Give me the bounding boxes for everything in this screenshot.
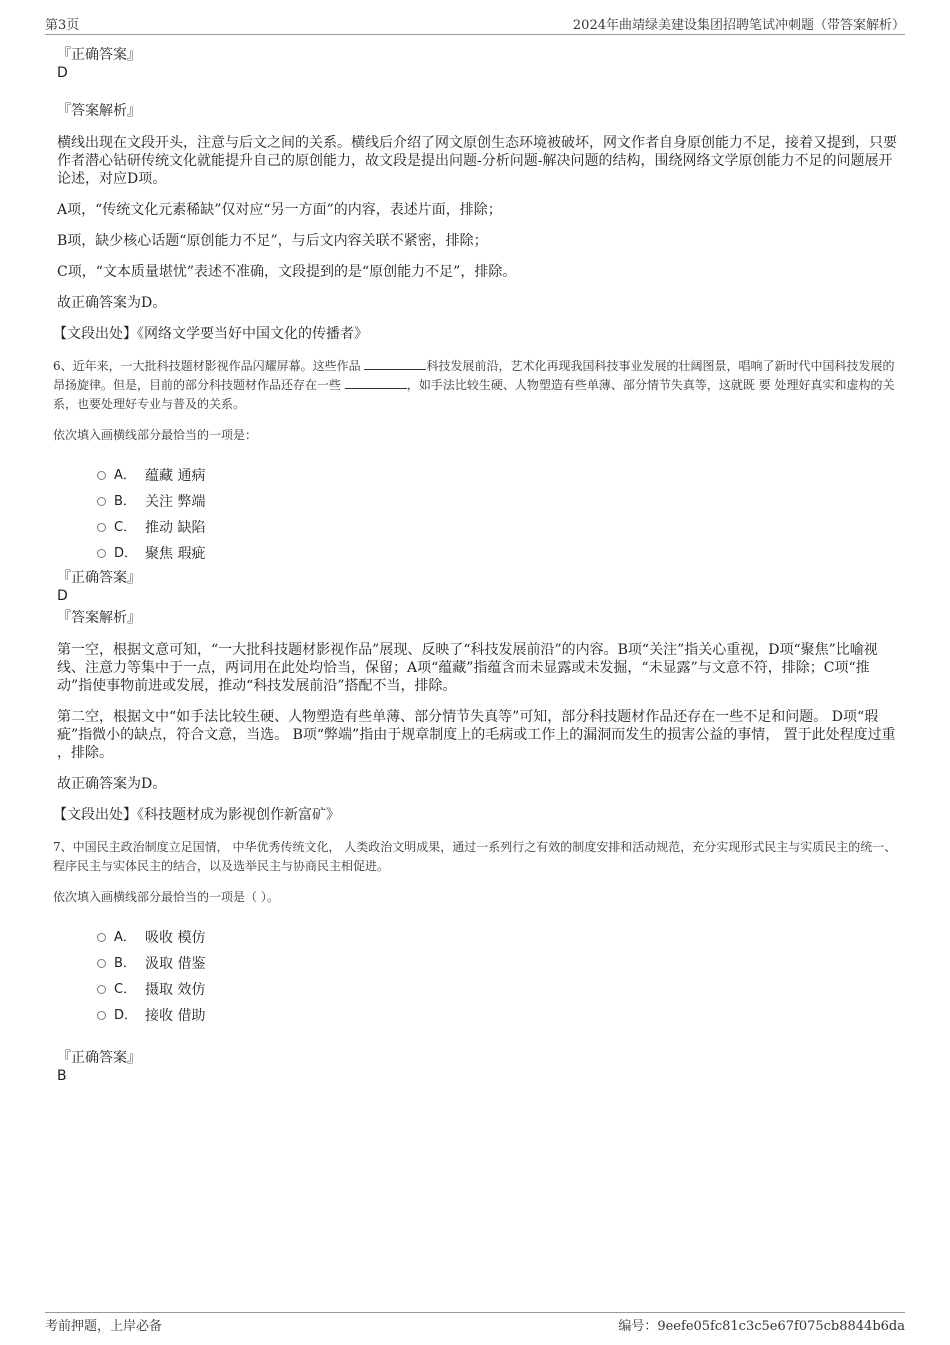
analysis-paragraph: A项，“传统文化元素稀缺”仅对应“另一方面”的内容，表述片面，排除； — [57, 202, 502, 218]
fill-blank — [364, 358, 426, 370]
analysis-label: 『答案解析』 — [57, 103, 141, 119]
answer-label: 『正确答案』 — [57, 47, 141, 63]
question-prompt: 依次填入画横线部分最恰当的一项是： — [53, 428, 258, 442]
radio-icon[interactable] — [97, 549, 106, 558]
page-number: 第3页 — [45, 18, 80, 33]
page-header — [45, 14, 905, 35]
question-stem: 6、近年来，一大批科技题材影视作品闪耀屏幕。这些作品 科技发展前沿，艺术化再现我国科技事业发展的壮阔图景，唱响了新时代中国科技发展的昂扬旋律。但是，目前的部分科技题材作品还存在一些 ，如手法比较生硬、人物塑造有些单薄、部分情节失真等，这就既 要 处理好真实和虚构的关系，也要处理好专业与普及的关系。 — [53, 359, 895, 411]
document-code: 编号：9eefe05fc81c3c5e67f075cb8844b6da — [618, 1319, 905, 1334]
option-a[interactable]: A． 蕴藏 通病 — [57, 463, 897, 489]
footer-slogan: 考前押题，上岸必备 — [45, 1319, 163, 1334]
option-d[interactable]: D． 接收 借助 — [57, 1003, 897, 1029]
options-list — [57, 463, 897, 567]
source-citation: 【文段出处】《科技题材成为影视创作新富矿》 — [53, 807, 340, 823]
option-b[interactable]: B． 关注 弊端 — [57, 489, 897, 515]
answer-value: D — [57, 588, 68, 604]
fill-blank — [345, 377, 407, 389]
radio-icon[interactable] — [97, 497, 106, 506]
radio-icon[interactable] — [97, 523, 106, 532]
question-prompt: 依次填入画横线部分最恰当的一项是（ ）。 — [53, 890, 279, 904]
answer-value: D — [57, 65, 68, 81]
radio-icon[interactable] — [97, 959, 106, 968]
analysis-paragraph: B项，缺少核心话题“原创能力不足”，与后文内容关联不紧密，排除； — [57, 233, 488, 249]
analysis-paragraph: 第一空，根据文意可知，“一大批科技题材影视作品”展现、反映了“科技发展前沿”的内容。B项“关注”指关心重视，D项“聚焦”比喻视线、注意力等集中于一点，两词用在此处均恰当，保留；A项“蕴藏”指蕴含而未显露或未发掘，“未显露”与文意不符，排除；C项“推动”指使事物前进或发展，推动“科技发展前沿”搭配不当，排除。 — [57, 642, 878, 694]
analysis-paragraph: C项，“文本质量堪忧”表述不准确，文段提到的是“原创能力不足”，排除。 — [57, 264, 517, 280]
option-c[interactable]: C． 推动 缺陷 — [57, 515, 897, 541]
options-list — [57, 925, 897, 1029]
radio-icon[interactable] — [97, 471, 106, 480]
page-footer — [45, 1312, 905, 1334]
analysis-paragraph: 第二空，根据文中“如手法比较生硬、人物塑造有些单薄、部分情节失真等”可知，部分科技题材作品还存在一些不足和问题。 D项“瑕疵”指微小的缺点，符合文意，当选。 B项“弊端”指由于规章制度上的毛病或工作上的漏洞而发生的损害公益的事情， 置于此处程度过重 ，排除。 — [57, 709, 896, 761]
document-title: 2024年曲靖绿美建设集团招聘笔试冲刺题（带答案解析） — [572, 18, 905, 33]
option-b[interactable]: B． 汲取 借鉴 — [57, 951, 897, 977]
question-stem: 7、中国民主政治制度立足国情， 中华优秀传统文化， 人类政治文明成果，通过一系列行之有效的制度安排和活动规范，充分实现形式民主与实质民主的统一、程序民主与实体民主的结合，以及选举民主与协商民主相促进。 — [53, 840, 897, 873]
analysis-label: 『答案解析』 — [57, 610, 141, 626]
option-d[interactable]: D． 聚焦 瑕疵 — [57, 541, 897, 567]
radio-icon[interactable] — [97, 933, 106, 942]
option-c[interactable]: C． 摄取 效仿 — [57, 977, 897, 1003]
document-content — [53, 46, 897, 1085]
radio-icon[interactable] — [97, 1011, 106, 1020]
answer-value: B — [57, 1068, 67, 1084]
answer-label: 『正确答案』 — [57, 570, 141, 586]
analysis-conclusion: 故正确答案为D。 — [57, 295, 167, 311]
answer-label: 『正确答案』 — [57, 1050, 141, 1066]
radio-icon[interactable] — [97, 985, 106, 994]
option-a[interactable]: A． 吸收 模仿 — [57, 925, 897, 951]
source-citation: 【文段出处】《网络文学要当好中国文化的传播者》 — [53, 326, 368, 342]
analysis-paragraph: 横线出现在文段开头，注意与后文之间的关系。横线后介绍了网文原创生态环境被破坏，网文作者自身原创能力不足，接着又提到，只要作者潜心钻研传统文化就能提升自己的原创能力，故文段是提出问题-分析问题-解决问题的结构，围绕网络文学原创能力不足的问题展开论述，对应D项。 — [57, 135, 897, 187]
analysis-conclusion: 故正确答案为D。 — [57, 776, 167, 792]
